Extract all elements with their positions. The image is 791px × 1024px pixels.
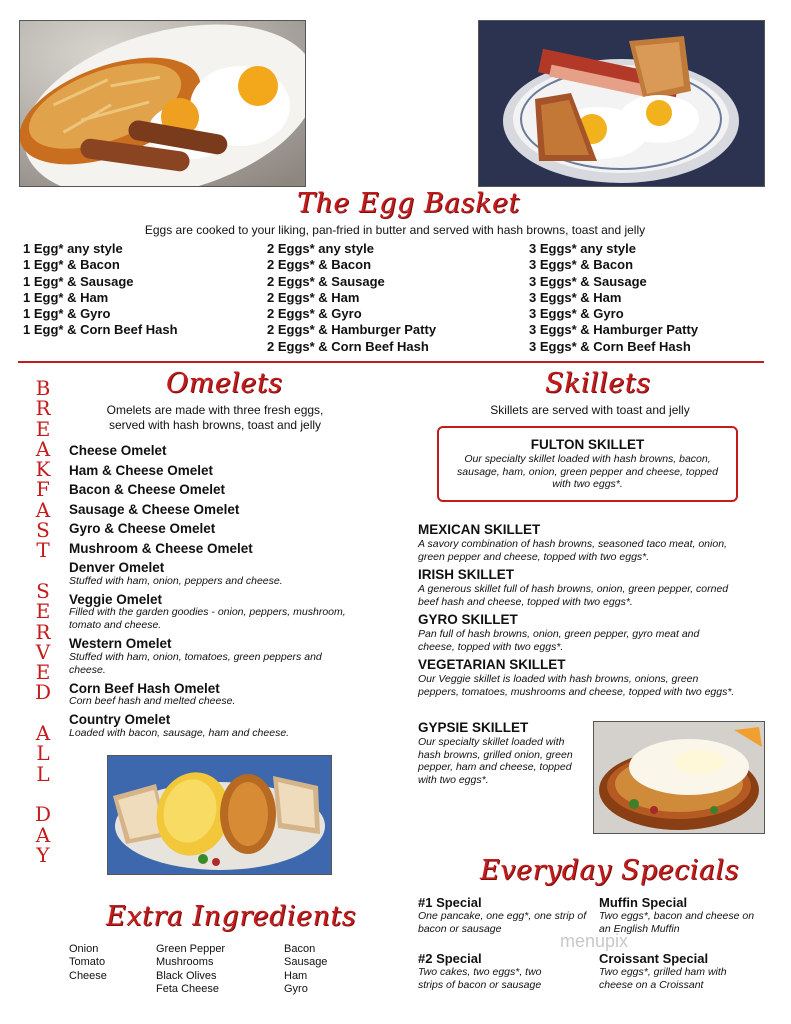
everyday-specials-title: Everyday Specials (480, 855, 739, 886)
menu-item: 2 Eggs* & Hamburger Patty (267, 322, 437, 338)
menu-item: 3 Eggs* & Gyro (529, 306, 624, 322)
banner-letter: L (36, 761, 50, 786)
omelet-name: Western Omelet (69, 636, 172, 651)
menu-item: 3 Eggs* & Sausage (529, 273, 647, 289)
skillets-title: Skillets (545, 368, 651, 399)
omelets-intro-line1: Omelets are made with three fresh eggs, (106, 403, 324, 417)
banner-letter: A (35, 721, 51, 746)
omelet-desc: Stuffed with ham, onion, tomatoes, green peppers and cheese. (69, 650, 322, 676)
banner-letter: T (36, 538, 50, 563)
banner-letter: E (35, 599, 51, 624)
omelets-title: Omelets (166, 368, 283, 399)
special-name: Croissant Special (599, 951, 709, 966)
fulton-skillet-box (437, 426, 738, 502)
gypsie-skillet (418, 719, 588, 789)
ingredient: Onion (69, 943, 99, 955)
fulton-skillet-desc: Our specialty skillet loaded with hash browns, bacon, sausage, ham, onion, green pepper and cheese, topped with two eggs*. (457, 453, 718, 490)
omelet-name: Sausage & Cheese Omelet (69, 501, 240, 517)
menu-item: 2 Eggs* & Ham (267, 289, 360, 305)
menu-item: 3 Eggs* & Bacon (529, 257, 634, 273)
special-desc: Two cakes, two eggs*, two strips of bacon or sausage (418, 966, 542, 991)
banner-letter: A (35, 436, 51, 461)
banner-letter: A (35, 497, 51, 522)
egg-basket-column-three-eggs (529, 241, 698, 355)
omelets-intro-line2: served with hash browns, toast and jelly (108, 418, 322, 432)
hash-browns-eggs-sausage-photo (19, 20, 306, 187)
watermark: menupix (560, 931, 629, 951)
menu-item: 2 Eggs* & Bacon (267, 257, 372, 273)
skillet-name: GYRO SKILLET (418, 612, 518, 627)
breakfast-served-all-day-banner (34, 378, 52, 865)
omelet-name: Cheese Omelet (69, 443, 167, 458)
ingredient: Gyro (284, 982, 308, 995)
special-croissant (599, 951, 759, 991)
gypsie-skillet-name: GYPSIE SKILLET (418, 720, 529, 735)
omelet-desc: Stuffed with ham, onion, peppers and cheese. (69, 574, 283, 587)
menu-item: 1 Egg* & Ham (23, 289, 109, 305)
ingredient: Tomato (69, 956, 106, 969)
skillet-desc: A savory combination of hash browns, seasoned taco meat, onion, green pepper and cheese, topped with two eggs*. (418, 538, 727, 563)
special-desc: Two eggs*, bacon and cheese on an English Muffin (599, 910, 755, 935)
menu-item: 3 Eggs* & Corn Beef Hash (529, 338, 691, 354)
omelet-name: Gyro & Cheese Omelet (69, 521, 216, 536)
skillet-desc: Our Veggie skillet is loaded with hash browns, onions, green peppers, tomatoes, mushrooms and cheese, topped with two eggs*. (418, 673, 735, 698)
ingredient: Black Olives (156, 969, 217, 982)
extra-ingredients-title: Extra Ingredients (106, 901, 357, 932)
ingredient: Feta Cheese (156, 982, 219, 995)
menu-item: 3 Eggs* & Hamburger Patty (529, 322, 699, 338)
gypsie-skillet-desc: Our specialty skillet loaded with hash browns, grilled onion, green pepper, ham and cheese, topped with two eggs*. (418, 736, 573, 786)
menu-item: 1 Egg* & Sausage (23, 273, 134, 289)
omelet-name: Corn Beef Hash Omelet (69, 680, 220, 696)
special-1 (418, 895, 588, 935)
skillet-photo (593, 721, 765, 834)
banner-letter: A (35, 822, 51, 847)
extra-ingredients-column-1 (69, 943, 107, 983)
skillet-name: MEXICAN SKILLET (418, 522, 541, 537)
extra-ingredients-column-3 (284, 943, 327, 996)
special-desc: One pancake, one egg*, one strip of bacon or sausage (418, 910, 587, 935)
omelet-name: Veggie Omelet (69, 591, 163, 607)
omelet-name: Mushroom & Cheese Omelet (69, 540, 253, 556)
banner-letter: F (36, 477, 50, 502)
ingredient: Cheese (69, 969, 107, 982)
omelet-name: Bacon & Cheese Omelet (69, 482, 226, 497)
special-desc: Two eggs*, grilled ham with cheese on a Croissant (599, 966, 727, 991)
egg-basket-title: The Egg Basket (297, 188, 520, 219)
special-name: #1 Special (418, 895, 482, 910)
omelet-desc: Corn beef hash and melted cheese. (69, 695, 236, 707)
banner-letter: V (35, 639, 51, 664)
skillets-intro: Skillets are served with toast and jelly (490, 403, 690, 417)
ingredient: Ham (284, 969, 308, 982)
ingredient: Mushrooms (156, 956, 214, 969)
menu-item: 1 Egg* & Gyro (23, 306, 111, 322)
banner-letter: E (35, 416, 51, 441)
banner-letter: R (35, 396, 51, 421)
omelet-name: Ham & Cheese Omelet (69, 462, 214, 478)
omelet-desc: Filled with the garden goodies - onion, peppers, mushroom, tomato and cheese. (69, 606, 346, 631)
skillet-name: IRISH SKILLET (418, 567, 515, 582)
menu-item: 3 Eggs* any style (529, 241, 636, 256)
banner-letter: R (35, 619, 51, 644)
ingredient: Green Pepper (156, 943, 226, 955)
skillet-desc: Pan full of hash browns, onion, green pepper, gyro meat and cheese, topped with two eggs*. (418, 628, 700, 653)
omelets-list (69, 441, 349, 742)
banner-letter: D (34, 680, 52, 705)
special-2 (418, 951, 568, 991)
section-divider (18, 361, 764, 363)
ingredient: Bacon (284, 943, 316, 955)
omelet-name: Country Omelet (69, 712, 171, 727)
omelet-desc: Loaded with bacon, sausage, ham and cheese. (69, 726, 290, 739)
skillet-name: VEGETARIAN SKILLET (418, 657, 566, 672)
banner-letter: B (35, 376, 51, 400)
egg-basket-column-one-egg (23, 241, 178, 339)
menu-item: 1 Egg* & Corn Beef Hash (23, 322, 178, 338)
menu-item: 2 Eggs* & Sausage (267, 273, 385, 289)
banner-letter: S (36, 578, 50, 603)
menu-item: 2 Eggs* any style (267, 241, 374, 256)
banner-letter: Y (36, 842, 50, 867)
ingredient: Sausage (284, 956, 328, 969)
special-name: #2 Special (418, 951, 482, 966)
banner-letter: D (34, 802, 52, 827)
banner-letter: K (35, 457, 51, 482)
egg-basket-column-two-eggs (267, 241, 436, 355)
special-muffin (599, 895, 764, 935)
omelet-toast-hash-browns-photo (107, 755, 332, 875)
egg-basket-intro: Eggs are cooked to your liking, pan-fried in butter and served with hash browns, toast and jelly (144, 223, 646, 237)
extra-ingredients-column-2 (156, 943, 225, 996)
banner-letter: L (36, 741, 50, 766)
omelet-name: Denver Omelet (69, 560, 165, 575)
menu-item: 2 Eggs* & Gyro (267, 306, 362, 322)
special-name: Muffin Special (599, 895, 688, 910)
skillets-list (418, 521, 738, 701)
menu-item: 3 Eggs* & Ham (529, 289, 622, 305)
menu-item: 1 Egg* any style (23, 241, 123, 256)
menu-item: 1 Egg* & Bacon (23, 257, 120, 273)
menu-item: 2 Eggs* & Corn Beef Hash (267, 338, 429, 354)
fulton-skillet-name: FULTON SKILLET (530, 437, 645, 452)
skillet-desc: A generous skillet full of hash browns, onion, green pepper, corned beef hash and cheese, topped with two eggs*. (418, 583, 729, 608)
banner-letter: E (35, 660, 51, 685)
bacon-eggs-toast-photo (478, 20, 765, 187)
banner-letter: S (36, 518, 50, 543)
